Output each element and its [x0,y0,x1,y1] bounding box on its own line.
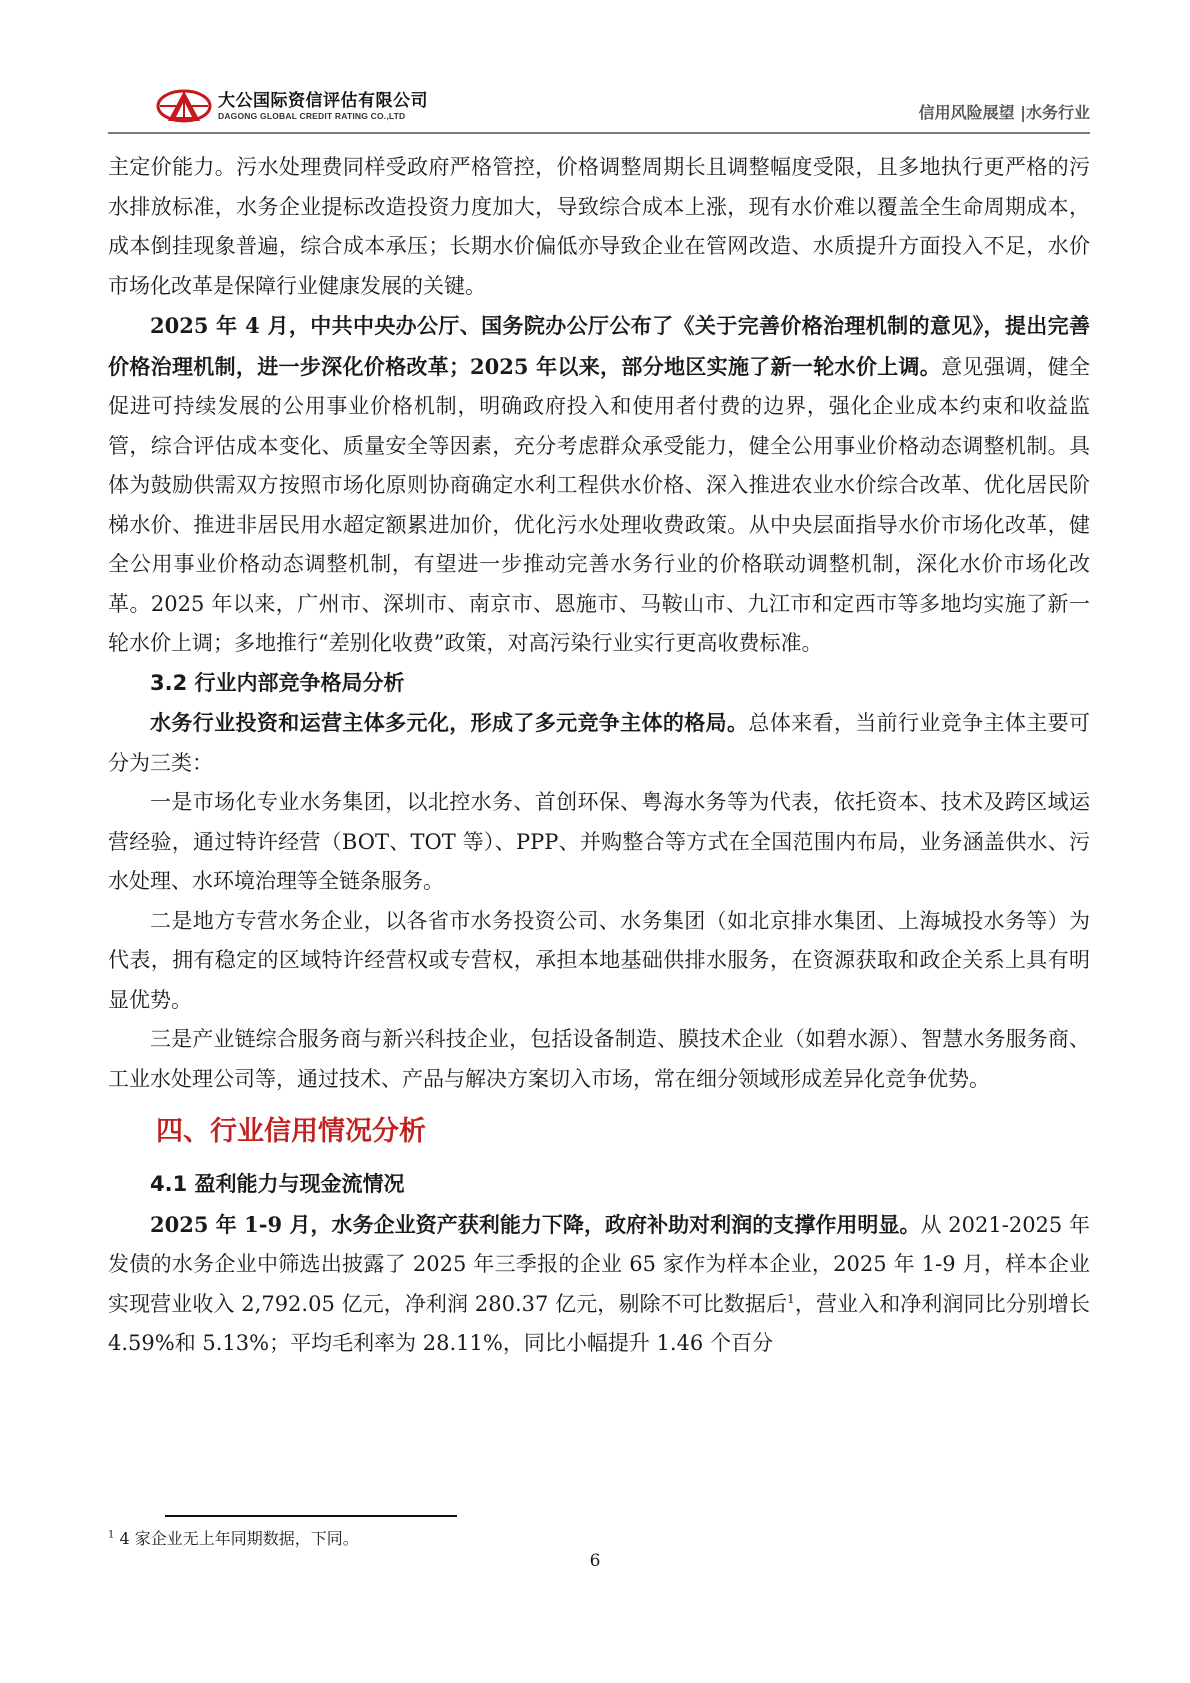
company-logo [156,86,516,126]
footnote-divider [165,1515,457,1517]
page-body [108,148,1090,1364]
subsection-heading-3-2: 3.2 行业内部竞争格局分析 [150,670,405,695]
paragraph-text-tail: ，营业入和净利润同比分别增长 4.59%和 5.13%；平均毛利率为 28.11%，同比小幅提升 1.46 个百分 [108,1291,1090,1355]
paragraph-pricing-power: 主定价能力。污水处理费同样受政府严格管控，价格调整周期长且调整幅度受限，且多地执行更严格的污水排放标准，水务企业提标改造投资力度加大，导致综合成本上涨，现有水价难以覆盖全生命周期成本，成本倒挂现象普遍，综合成本承压；长期水价偏低亦导致企业在管网改造、水质提升方面投入不足，水价市场化改革是保障行业健康发展的关键。 [108,155,1090,298]
report-type: 信用风险展望 |水务行业 [918,103,1090,122]
paragraph-category-two: 二是地方专营水务企业，以各省市水务投资公司、水务集团（如北京排水集团、上海城投水务等）为代表，拥有稳定的区域特许经营权或专营权，承担本地基础供排水服务，在资源获取和政企关系上具有明显优势。 [108,908,1090,1012]
paragraph-category-one: 一是市场化专业水务集团，以北控水务、首创环保、粤海水务等为代表，依托资本、技术及跨区域运营经验，通过特许经营（BOT、TOT 等）、PPP、并购整合等方式在全国范围内布局，业务涵盖供水、污水处理、水环境治理等全链条服务。 [108,790,1090,893]
page-header [108,80,1090,134]
paragraph-text: 从 2021-2025 年发债的水务企业中筛选出披露了 2025 年三季报的企业 65 家作为样本企业，2025 年 1-9 月，样本企业实现营业收入 2,792.05 亿元，净利润 280.37 亿元，剔除不可比数据后 [108,1212,1090,1316]
dagong-logo-icon [156,88,212,124]
footnote-reference[interactable]: 1 [787,1291,795,1306]
paragraph-lead: 水务行业投资和运营主体多元化，形成了多元竞争主体的格局。 [150,710,749,735]
paragraph-lead: 2025 年 1-9 月，水务企业资产获利能力下降，政府补助对利润的支撑作用明显。 [150,1211,921,1237]
paragraph-category-three: 三是产业链综合服务商与新兴科技企业，包括设备制造、膜技术企业（如碧水源）、智慧水务服务商、工业水处理公司等，通过技术、产品与解决方案切入市场，常在细分领域形成差异化竞争优势。 [108,1027,1090,1091]
company-name-en: DAGONG GLOBAL CREDIT RATING CO.,LTD [218,111,406,121]
paragraph-text: 意见强调，健全促进可持续发展的公用事业价格机制，明确政府投入和使用者付费的边界，强化企业成本约束和收益监管，综合评估成本变化、质量安全等因素，充分考虑群众承受能力，健全公用事业价格动态调整机制。具体为鼓励供需双方按照市场化原则协商确定水利工程供水价格、深入推进农业水价综合改革、优化居民阶梯水价、推进非居民用水超定额累进加价，优化污水处理收费政策。从中央层面指导水价市场化改革，健全公用事业价格动态调整机制，有望进一步推动完善水务行业的价格联动调整机制，深化水价市场化改革。2025 年以来，广州市、深圳市、南京市、恩施市、马鞍山市、九江市和定西市等多地均实施了新一轮水价上调；多地推行“差别化收费”政策，对高污染行业实行更高收费标准。 [108,354,1090,655]
paragraph-lead: 2025 年 4 月，中共中央办公厅、国务院办公厅公布了《关于完善价格治理机制的意见》，提出完善价格治理机制，进一步深化价格改革；2025 年以来，部分地区实施了新一轮水价上调。 [108,313,1090,379]
paragraph-profitability [108,1205,1090,1364]
header-divider [108,132,1090,134]
paragraph-price-reform [108,306,1090,664]
page-number: 6 [589,1551,601,1571]
paragraph-competition [108,703,1090,783]
subsection-heading-4-1: 4.1 盈利能力与现金流情况 [150,1172,405,1196]
paragraph-text: 总体来看，当前行业竞争主体主要可分为三类： [108,711,1091,775]
section-heading-4: 四、行业信用情况分析 [156,1116,426,1147]
footnote-mark: 1 [108,1529,115,1541]
footnote [108,1526,359,1549]
footnote-text: 4 家企业无上年同期数据，下同。 [114,1529,359,1548]
company-name-cn: 大公国际资信评估有限公司 [218,91,428,111]
